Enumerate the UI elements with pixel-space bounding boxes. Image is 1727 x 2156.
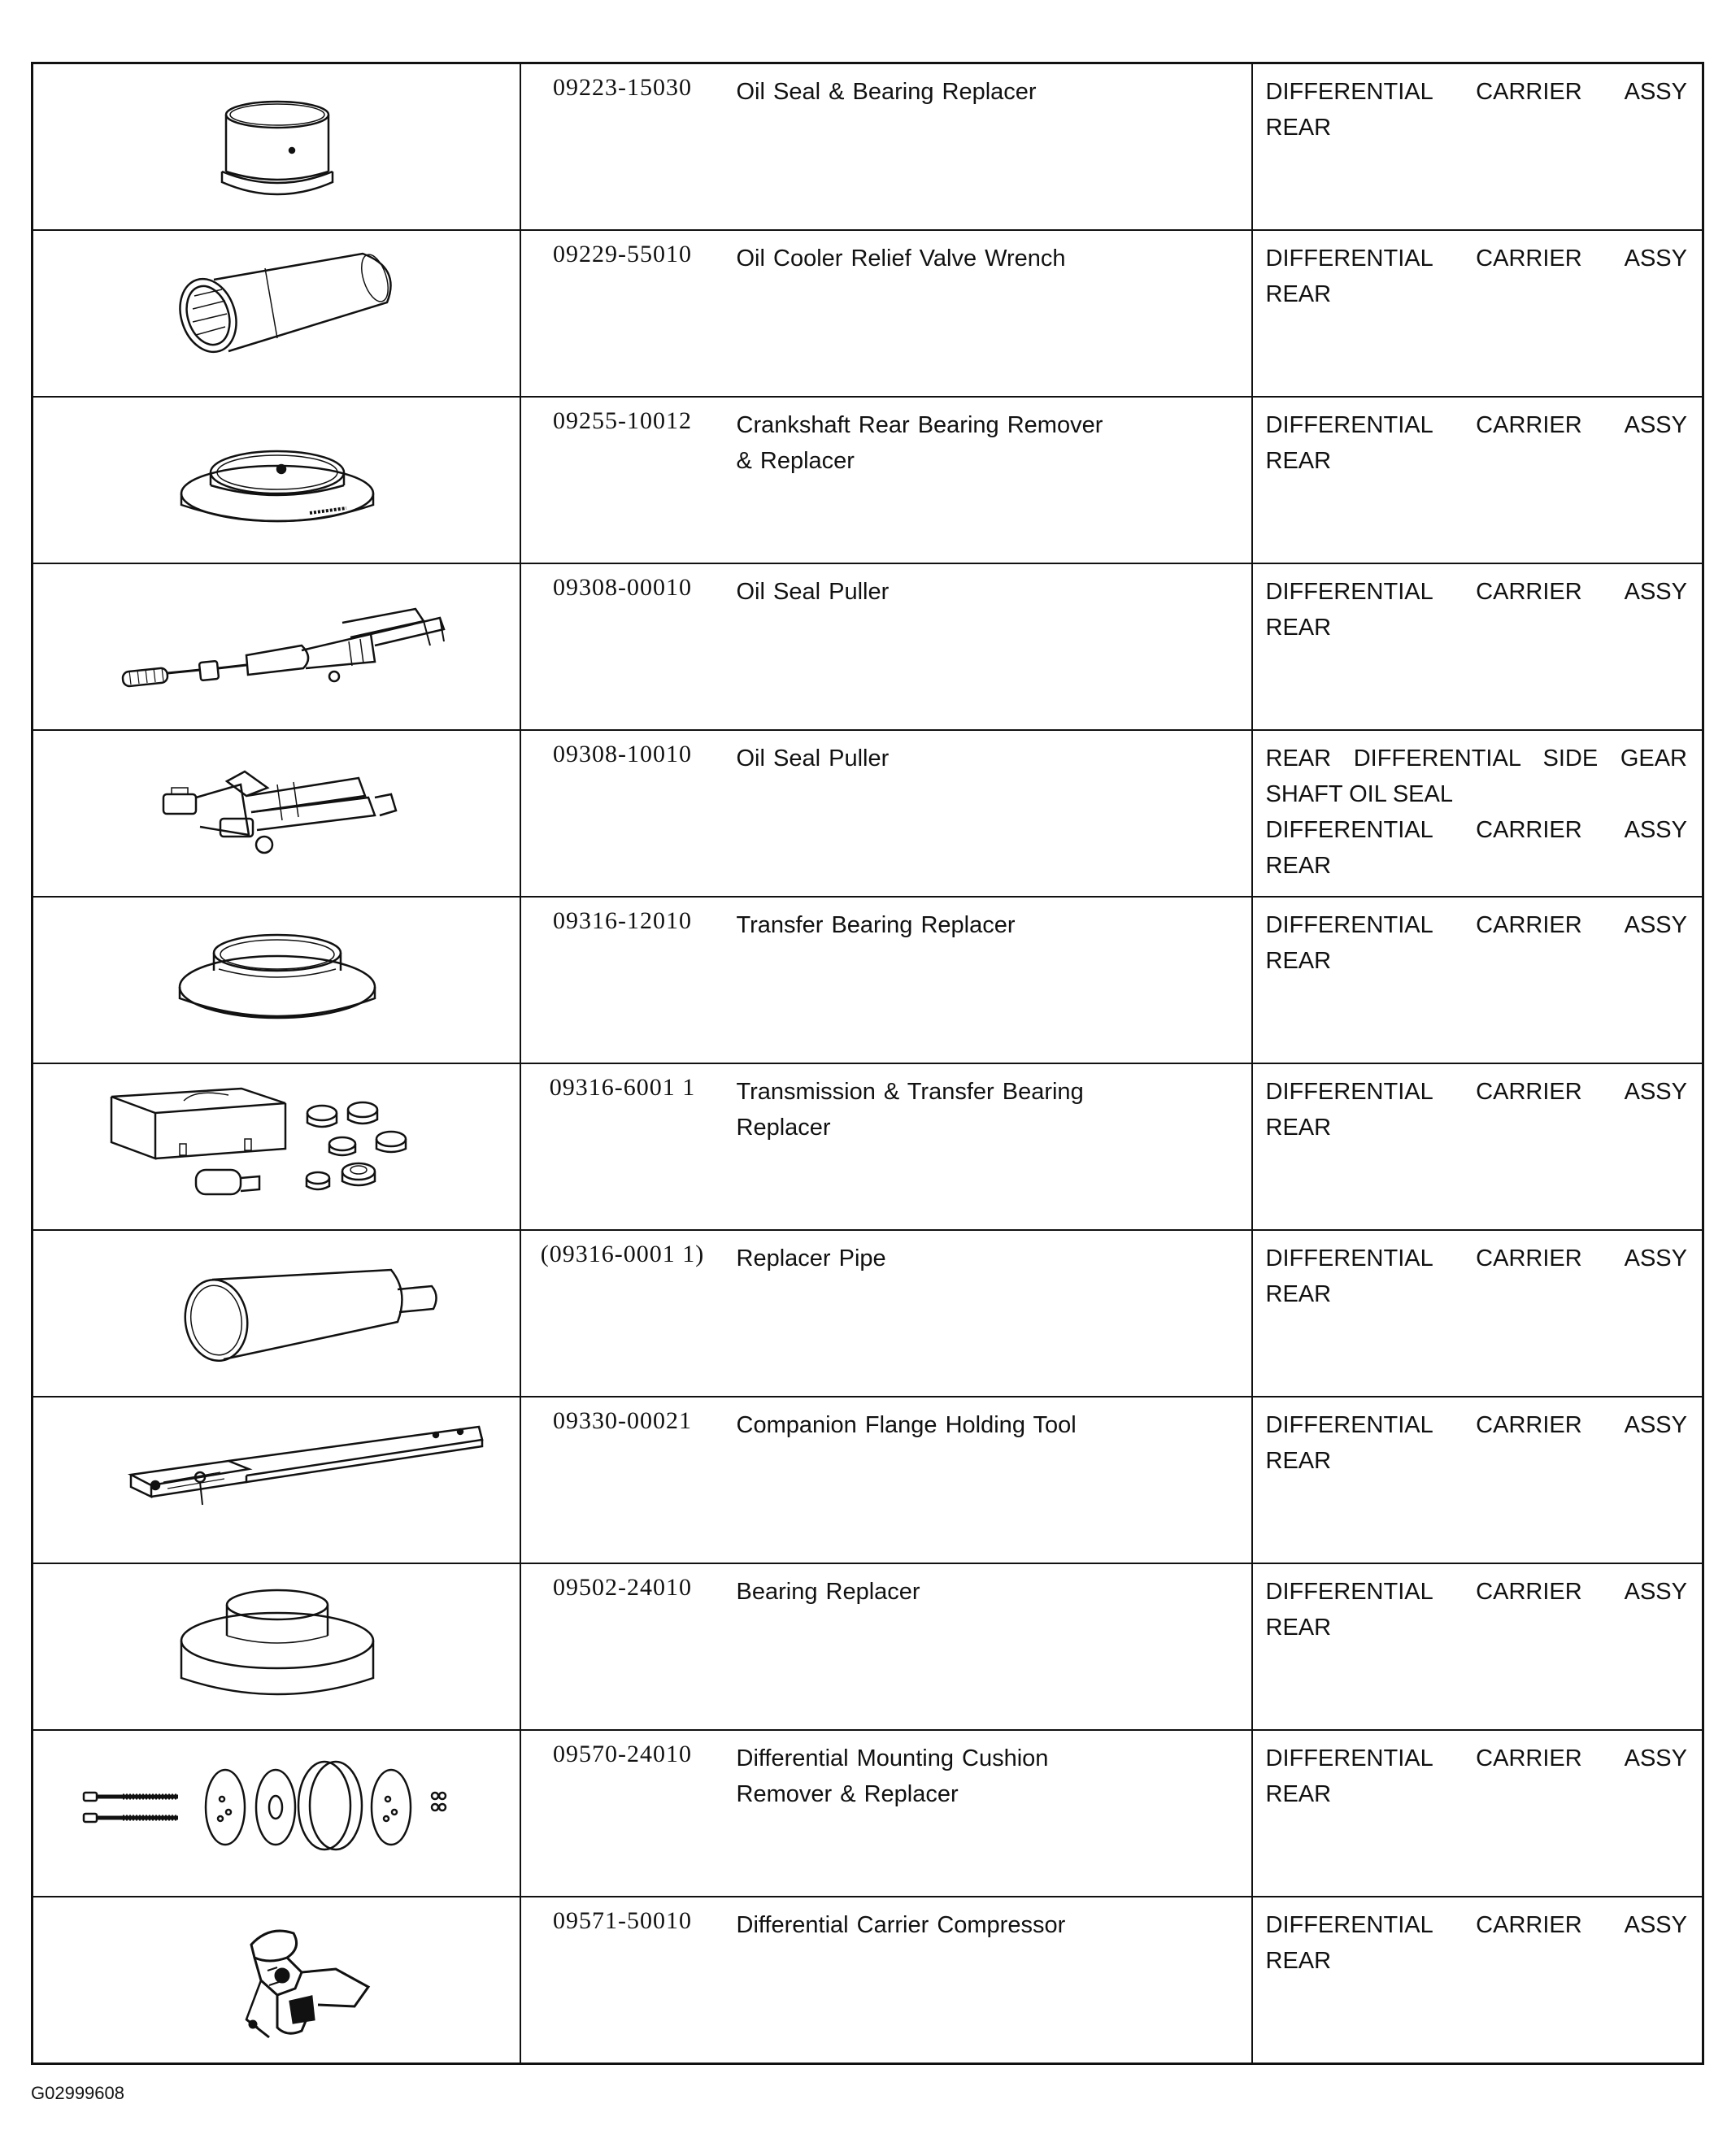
applicable-component-cell: [1252, 230, 1703, 397]
table-row: [33, 1730, 1703, 1897]
applicable-line: REAR: [1265, 1281, 1332, 1307]
table-row: [33, 730, 1703, 897]
tool-info-cell: [520, 397, 1252, 563]
tool-kit-case-icon: [33, 1064, 521, 1229]
applicable-line: DIFFERENTIAL CARRIER ASSY: [1265, 1745, 1687, 1771]
table-row: [33, 1230, 1703, 1397]
applicable-line: REAR: [1265, 281, 1332, 307]
bearing-replacer-cup-icon: [33, 64, 521, 229]
tool-illustration-cell: [33, 1063, 520, 1230]
tool-name: [737, 1074, 1159, 1145]
applicable-component-cell: [1252, 1730, 1703, 1897]
figure-code: G02999608: [31, 2083, 124, 2103]
tool-info-cell: [520, 1063, 1252, 1230]
tool-illustration-cell: [33, 230, 520, 397]
tool-name-line: Bearing Replacer: [736, 1579, 920, 1605]
tool-name: [737, 1907, 1159, 1943]
table-row: [33, 397, 1703, 563]
special-service-tools-table: [31, 62, 1704, 2065]
tool-name: [737, 241, 1159, 276]
applicable-line: REAR: [1265, 115, 1332, 141]
applicable-line: DIFFERENTIAL CARRIER ASSY: [1265, 79, 1687, 105]
table-row: [33, 230, 1703, 397]
part-number: 09316-12010: [553, 907, 692, 934]
tool-name-line: Oil Cooler Relief Valve Wrench: [736, 246, 1066, 272]
table-row: [33, 897, 1703, 1063]
tool-info-cell: [520, 1397, 1252, 1563]
replacer-pipe-icon: [33, 1231, 521, 1396]
tool-illustration-cell: [33, 1563, 520, 1730]
applicable-line: DIFFERENTIAL CARRIER ASSY: [1265, 1412, 1687, 1438]
part-number: 09223-15030: [553, 74, 692, 101]
applicable-component-cell: [1252, 397, 1703, 563]
tool-info-cell: [520, 1563, 1252, 1730]
tool-name: [737, 1241, 1159, 1276]
seal-puller-clamp-icon: [33, 731, 521, 896]
part-number: (09316-0001 1): [540, 1241, 705, 1267]
applicable-component-cell: [1252, 1063, 1703, 1230]
tool-illustration-cell: [33, 1397, 520, 1563]
applicable-line: REAR: [1265, 1615, 1332, 1641]
applicable-component-cell: [1252, 563, 1703, 730]
table-row: [33, 1563, 1703, 1730]
part-number: 09255-10012: [553, 407, 692, 434]
applicable-line: REAR: [1265, 1115, 1332, 1141]
part-number: 09229-55010: [553, 241, 692, 267]
part-number: 09571-50010: [553, 1907, 692, 1934]
applicable-component-cell: [1252, 897, 1703, 1063]
tool-illustration-cell: [33, 730, 520, 897]
applicable-line: SHAFT OIL SEAL: [1265, 781, 1453, 807]
part-number: 09316-6001 1: [549, 1074, 696, 1101]
tool-illustration-cell: [33, 897, 520, 1063]
socket-wrench-icon: [33, 231, 521, 396]
applicable-line: REAR: [1265, 1948, 1332, 1974]
applicable-line: DIFFERENTIAL CARRIER ASSY: [1265, 412, 1687, 438]
applicable-line: REAR: [1265, 1448, 1332, 1474]
tool-name-line: Remover & Replacer: [736, 1781, 959, 1807]
tool-name-line: & Replacer: [736, 448, 855, 474]
bearing-remover-disc-icon: [33, 398, 521, 563]
applicable-line: DIFFERENTIAL CARRIER ASSY: [1265, 817, 1687, 843]
applicable-line: REAR: [1265, 1781, 1332, 1807]
table-row: [33, 63, 1703, 231]
tool-name-line: Oil Seal Puller: [736, 745, 890, 772]
tool-name: [737, 74, 1159, 110]
part-number: 09330-00021: [553, 1407, 692, 1434]
tool-info-cell: [520, 63, 1252, 231]
tool-name: [737, 1741, 1159, 1812]
carrier-compressor-icon: [33, 1897, 521, 2063]
tool-name: [737, 1574, 1159, 1610]
applicable-line: DIFFERENTIAL CARRIER ASSY: [1265, 1245, 1687, 1271]
applicable-component-cell: [1252, 1563, 1703, 1730]
tool-info-cell: [520, 1230, 1252, 1397]
tool-name: [737, 907, 1159, 943]
tool-name-line: Transmission & Transfer Bearing: [736, 1079, 1084, 1105]
applicable-line: REAR DIFFERENTIAL SIDE GEAR: [1265, 745, 1687, 772]
table-row: [33, 1397, 1703, 1563]
tool-illustration-cell: [33, 1230, 520, 1397]
table-row: [33, 1063, 1703, 1230]
tool-info-cell: [520, 230, 1252, 397]
stepped-bearing-replacer-icon: [33, 1564, 521, 1729]
tool-name-line: Companion Flange Holding Tool: [736, 1412, 1077, 1438]
applicable-component-cell: [1252, 1897, 1703, 2064]
applicable-line: DIFFERENTIAL CARRIER ASSY: [1265, 246, 1687, 272]
tool-illustration-cell: [33, 397, 520, 563]
tool-name-line: Crankshaft Rear Bearing Remover: [736, 412, 1103, 438]
table-row: [33, 1897, 1703, 2064]
part-number: 09308-00010: [553, 574, 692, 601]
tool-illustration-cell: [33, 1897, 520, 2064]
applicable-line: REAR: [1265, 448, 1332, 474]
tool-name: [737, 574, 1159, 610]
tool-info-cell: [520, 897, 1252, 1063]
tool-illustration-cell: [33, 1730, 520, 1897]
applicable-line: DIFFERENTIAL CARRIER ASSY: [1265, 1912, 1687, 1938]
tool-name-line: Replacer Pipe: [736, 1245, 886, 1271]
flanged-ring-icon: [33, 898, 521, 1063]
table-row: [33, 563, 1703, 730]
tool-info-cell: [520, 563, 1252, 730]
tool-name: [737, 741, 1159, 776]
applicable-line: REAR: [1265, 948, 1332, 974]
part-number: 09570-24010: [553, 1741, 692, 1767]
tool-info-cell: [520, 1730, 1252, 1897]
cushion-remover-set-icon: [33, 1731, 521, 1896]
tool-name-line: Differential Mounting Cushion: [736, 1745, 1049, 1771]
tool-name-line: Oil Seal & Bearing Replacer: [736, 79, 1037, 105]
tool-name: [737, 1407, 1159, 1443]
applicable-line: REAR: [1265, 615, 1332, 641]
tool-illustration-cell: [33, 63, 520, 231]
tool-info-cell: [520, 1897, 1252, 2064]
applicable-component-cell: [1252, 63, 1703, 231]
applicable-component-cell: [1252, 1230, 1703, 1397]
applicable-line: REAR: [1265, 853, 1332, 879]
part-number: 09502-24010: [553, 1574, 692, 1601]
applicable-component-cell: [1252, 1397, 1703, 1563]
part-number: 09308-10010: [553, 741, 692, 767]
tool-name-line: Replacer: [736, 1115, 831, 1141]
applicable-line: DIFFERENTIAL CARRIER ASSY: [1265, 579, 1687, 605]
applicable-line: DIFFERENTIAL CARRIER ASSY: [1265, 912, 1687, 938]
tool-illustration-cell: [33, 563, 520, 730]
tool-name-line: Differential Carrier Compressor: [736, 1912, 1066, 1938]
tool-name: [737, 407, 1159, 479]
tool-name-line: Oil Seal Puller: [736, 579, 890, 605]
applicable-line: DIFFERENTIAL CARRIER ASSY: [1265, 1079, 1687, 1105]
tool-name-line: Transfer Bearing Replacer: [736, 912, 1016, 938]
applicable-line: DIFFERENTIAL CARRIER ASSY: [1265, 1579, 1687, 1605]
tool-info-cell: [520, 730, 1252, 897]
slide-hammer-puller-icon: [33, 564, 521, 729]
flange-holding-bar-icon: [33, 1397, 521, 1563]
applicable-component-cell: [1252, 730, 1703, 897]
